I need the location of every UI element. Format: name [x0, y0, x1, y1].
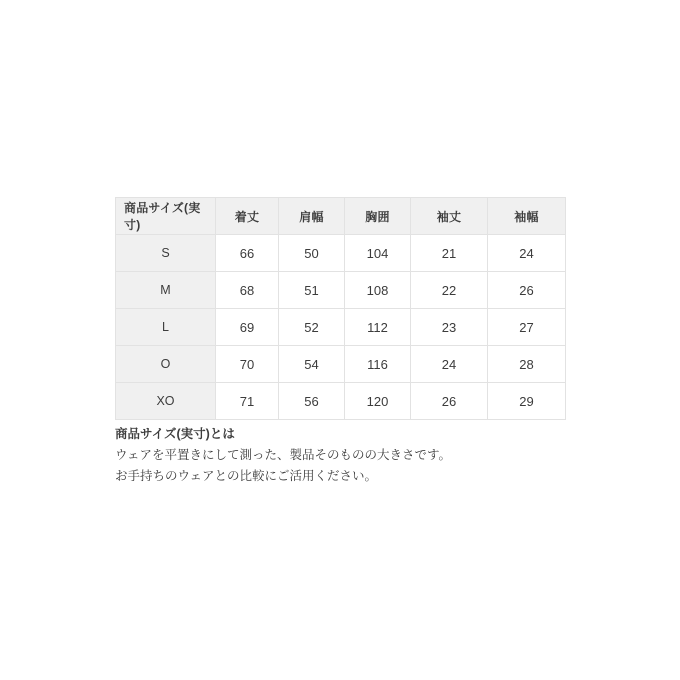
column-header-sleeve-length: 袖丈 [411, 198, 488, 235]
column-header-sleeve-width: 袖幅 [488, 198, 566, 235]
row-header-size: XO [116, 383, 216, 420]
cell-chest: 104 [345, 235, 411, 272]
cell-shoulder-width: 52 [279, 309, 345, 346]
row-header-size: L [116, 309, 216, 346]
table-row [116, 272, 566, 309]
cell-shoulder-width: 51 [279, 272, 345, 309]
cell-body-length: 66 [216, 235, 279, 272]
size-table [115, 197, 566, 420]
cell-shoulder-width: 54 [279, 346, 345, 383]
cell-shoulder-width: 56 [279, 383, 345, 420]
size-table-body [116, 235, 566, 420]
cell-sleeve-width: 24 [488, 235, 566, 272]
cell-sleeve-length: 23 [411, 309, 488, 346]
cell-sleeve-width: 29 [488, 383, 566, 420]
column-header-product-size: 商品サイズ(実寸) [116, 198, 216, 235]
size-table-head [116, 198, 566, 235]
cell-sleeve-width: 26 [488, 272, 566, 309]
cell-body-length: 71 [216, 383, 279, 420]
column-header-body-length: 着丈 [216, 198, 279, 235]
cell-body-length: 69 [216, 309, 279, 346]
cell-chest: 120 [345, 383, 411, 420]
cell-body-length: 70 [216, 346, 279, 383]
cell-chest: 112 [345, 309, 411, 346]
column-header-chest: 胸囲 [345, 198, 411, 235]
cell-sleeve-length: 21 [411, 235, 488, 272]
notes-line-2: お手持ちのウェアとの比較にご活用ください。 [115, 468, 378, 483]
row-header-size: S [116, 235, 216, 272]
column-header-shoulder-width: 肩幅 [279, 198, 345, 235]
table-row [116, 346, 566, 383]
row-header-size: M [116, 272, 216, 309]
cell-chest: 108 [345, 272, 411, 309]
cell-sleeve-length: 24 [411, 346, 488, 383]
cell-sleeve-width: 28 [488, 346, 566, 383]
table-row [116, 383, 566, 420]
cell-chest: 116 [345, 346, 411, 383]
cell-body-length: 68 [216, 272, 279, 309]
notes-title-suffix: とは [209, 427, 235, 441]
notes-title [115, 424, 595, 444]
cell-sleeve-length: 22 [411, 272, 488, 309]
table-row [116, 235, 566, 272]
size-table-container [115, 197, 565, 420]
notes-title-text: 商品サイズ(実寸) [115, 427, 210, 441]
table-header-row [116, 198, 566, 235]
cell-shoulder-width: 50 [279, 235, 345, 272]
notes-line-1: ウェアを平置きにして測った、製品そのものの大きさです。 [115, 448, 452, 463]
cell-sleeve-width: 27 [488, 309, 566, 346]
cell-sleeve-length: 26 [411, 383, 488, 420]
notes-section [115, 424, 595, 486]
table-row [116, 309, 566, 346]
row-header-size: O [116, 346, 216, 383]
